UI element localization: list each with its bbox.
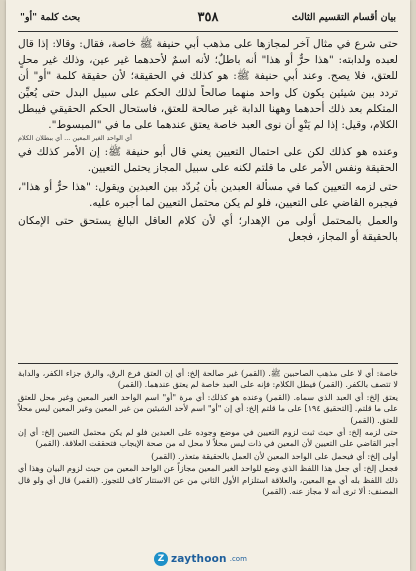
paragraph-4: والعمل بالمحتمل أولى من الإهدار؛ أي لأن كلام العاقل البالغ يستحق حتى الإمكان بالحقيقة أو المجاز، فجعل: [18, 215, 398, 244]
page-number: ٣٥٨: [197, 10, 219, 25]
footnote: حتى لزمه إلخ: أي حيث ثبت لزوم التعيين في موضع وجوده على العبدين فلو لم يكن محتمل التعيين إلخ: أي إن أجبر القاضي على التعيين لأن المعين في ذات ليس محلاً لا محل له من صحة الإيجاب فتحققت العلاقة. (القمر): [18, 427, 398, 449]
footnotes: [18, 368, 398, 498]
interlinear-gloss: أي الواحد الغير المعين ... أي ببطلان الكلام: [18, 134, 132, 143]
logo-text: zaythoon: [171, 553, 227, 565]
footnote: يعتق إلخ: أي العبد الذي سماه. (القمر) وعنده هو كذلك: أي مرة "أو" اسم الواحد الغير المعين وغير محل للعتق على ما قلتم. [التحقيق ١٩٤] على ما قلتم إلخ: أي إن "أو" اسم لأحد الشيئين من غير المعين وغير المعين ليس محلاً للعتق. (القمر): [18, 391, 398, 425]
paragraph-3: حتى لزمه التعيين كما في مسألة العبدين بأن يُردّد بين العبدين ويقول: "هذا حرٌّ أو هذا"، فيجبره القاضي على التعيين، فلو لم يكن محتمل التعيين لما أجبره عليه.: [18, 180, 398, 209]
footnotes-divider: [18, 363, 398, 364]
footnote: فجعل إلخ: أي جعل هذا اللفظ الذي وضع للواحد الغير المعين مجازاً عن الواحد المعين من حيث لزوم البيان وهذا أي ذلك اللفظ بله أي مع المعين، والعلاقة استلزام الأول الثاني من عن الاستتار كاف للتجوز. (القمر) قال أي ولو قال المصنف: ألا ترى أنه لا مجاز عنه. (القمر): [18, 463, 398, 497]
footnote: أولى إلخ: أي فيحمل على الواحد المعين لأن العمل بالحقيقة متعذر. (القمر): [151, 450, 398, 461]
section-title: بحث كلمة "أو": [20, 12, 81, 23]
chapter-title: بيان أقسام التقسيم الثالث: [291, 12, 396, 23]
zaythoon-logo-icon: Z: [154, 552, 168, 566]
logo-tld: .com: [229, 555, 247, 563]
paragraph-1: حتى شرع في مثال آخر لمجازها على مذهب أبي حنيفة ﷺ خاصة، فقال: وقالا: إذا قال لعبده ولدابته: "هذا حرٌّ أو هذا" أنه باطلٌ؛ لأنه اسمٌ لأحدهما غير عين، وذلك غير محلٍ للعتق، فلا يصح. وعند أبي حنيفة ﷺ: هو كذلك في الحقيقة؛ لأن حقيقة كلمة "أو" أن تردد بين شيئين يكون كل واحد منهما صالحاً لذلك الحكم على سبيل البدل حتى يُعيِّن المتكلم بعد ذلك أحدهما وههنا الدابة غير صالحة للعتق، فاستحال الحكم الحقيقي فيبطل الكلام، وقيل: إذا لم يَنْوِ أن نوى العبد خاصة يعتق عندهما على ما في "المبسوط".: [18, 38, 398, 132]
page-header: [20, 12, 396, 28]
footnote: خاصة: أي لا على مذهب الصاحبين ﷺ. (القمر) غير صالحة إلخ: أي إن العتق فرع الرق، والرق جزاء الكفر، والدابة لا تتصف بالكفر. (القمر) فيطل الكلام: فإنه على العبد خاصة لم يعتق عندهما. (القمر): [18, 368, 398, 390]
book-page: [6, 0, 410, 571]
paragraph-2: وعنده هو كذلك لكن على احتمال التعيين يعني قال أبو حنيفة ﷺ: إن الأمر كذلك في الحقيقة ونفس الأمر على ما قلتم لكنه على سبيل المجاز يحتمل التعيين.: [18, 146, 398, 175]
zaythoon-watermark: [154, 551, 262, 567]
main-text: [18, 36, 398, 247]
header-divider: [18, 31, 398, 32]
